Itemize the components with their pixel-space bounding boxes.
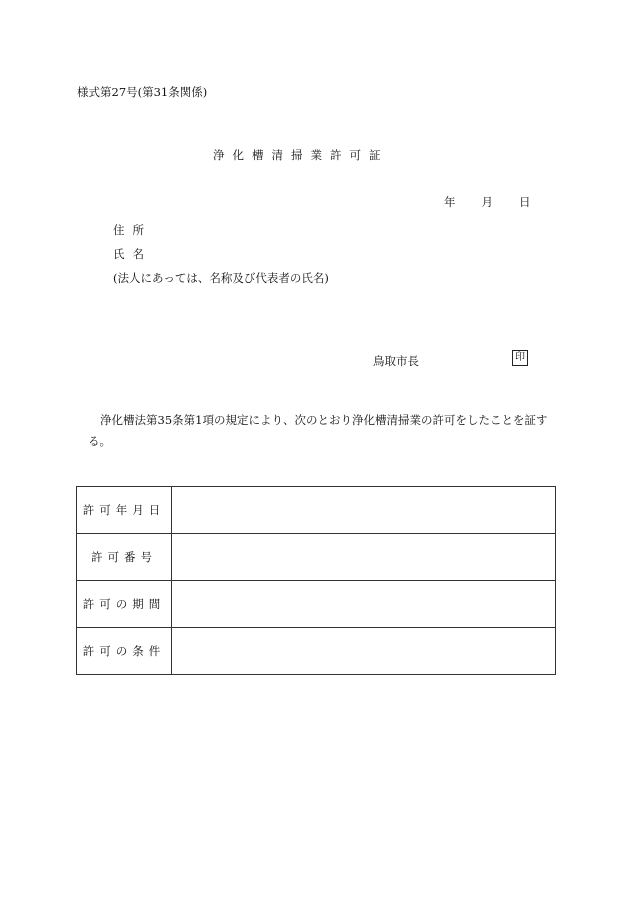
row-label-permit-conditions: 許可の条件 [77,628,172,675]
row-value-permit-date [172,487,556,534]
row-value-permit-number [172,534,556,581]
name-label: 氏名 [113,247,152,261]
table-row [77,581,556,628]
row-value-permit-period [172,581,556,628]
document-title: 浄化槽清掃業許可証 [213,148,389,162]
address-label: 住所 [113,223,152,237]
corporate-note: (法人にあっては、名称及び代表者の氏名) [113,271,329,285]
table-row [77,487,556,534]
row-value-permit-conditions [172,628,556,675]
table-row [77,628,556,675]
seal-mark: 印 [512,350,528,366]
date-day-label: 日 [519,195,531,209]
permit-table [76,486,556,675]
date-line [444,194,531,210]
certification-statement: 浄化槽法第35条第1項の規定により、次のとおり浄化槽清掃業の許可をしたことを証する。 [88,413,548,448]
date-month-label: 月 [481,195,493,209]
date-year-label: 年 [444,195,456,209]
row-label-permit-number: 許可番号 [77,534,172,581]
issuer-name: 鳥取市長 [373,354,419,368]
row-label-permit-period: 許可の期間 [77,581,172,628]
table-row [77,534,556,581]
row-label-permit-date: 許可年月日 [77,487,172,534]
form-number: 様式第27号(第31条関係) [77,85,208,99]
